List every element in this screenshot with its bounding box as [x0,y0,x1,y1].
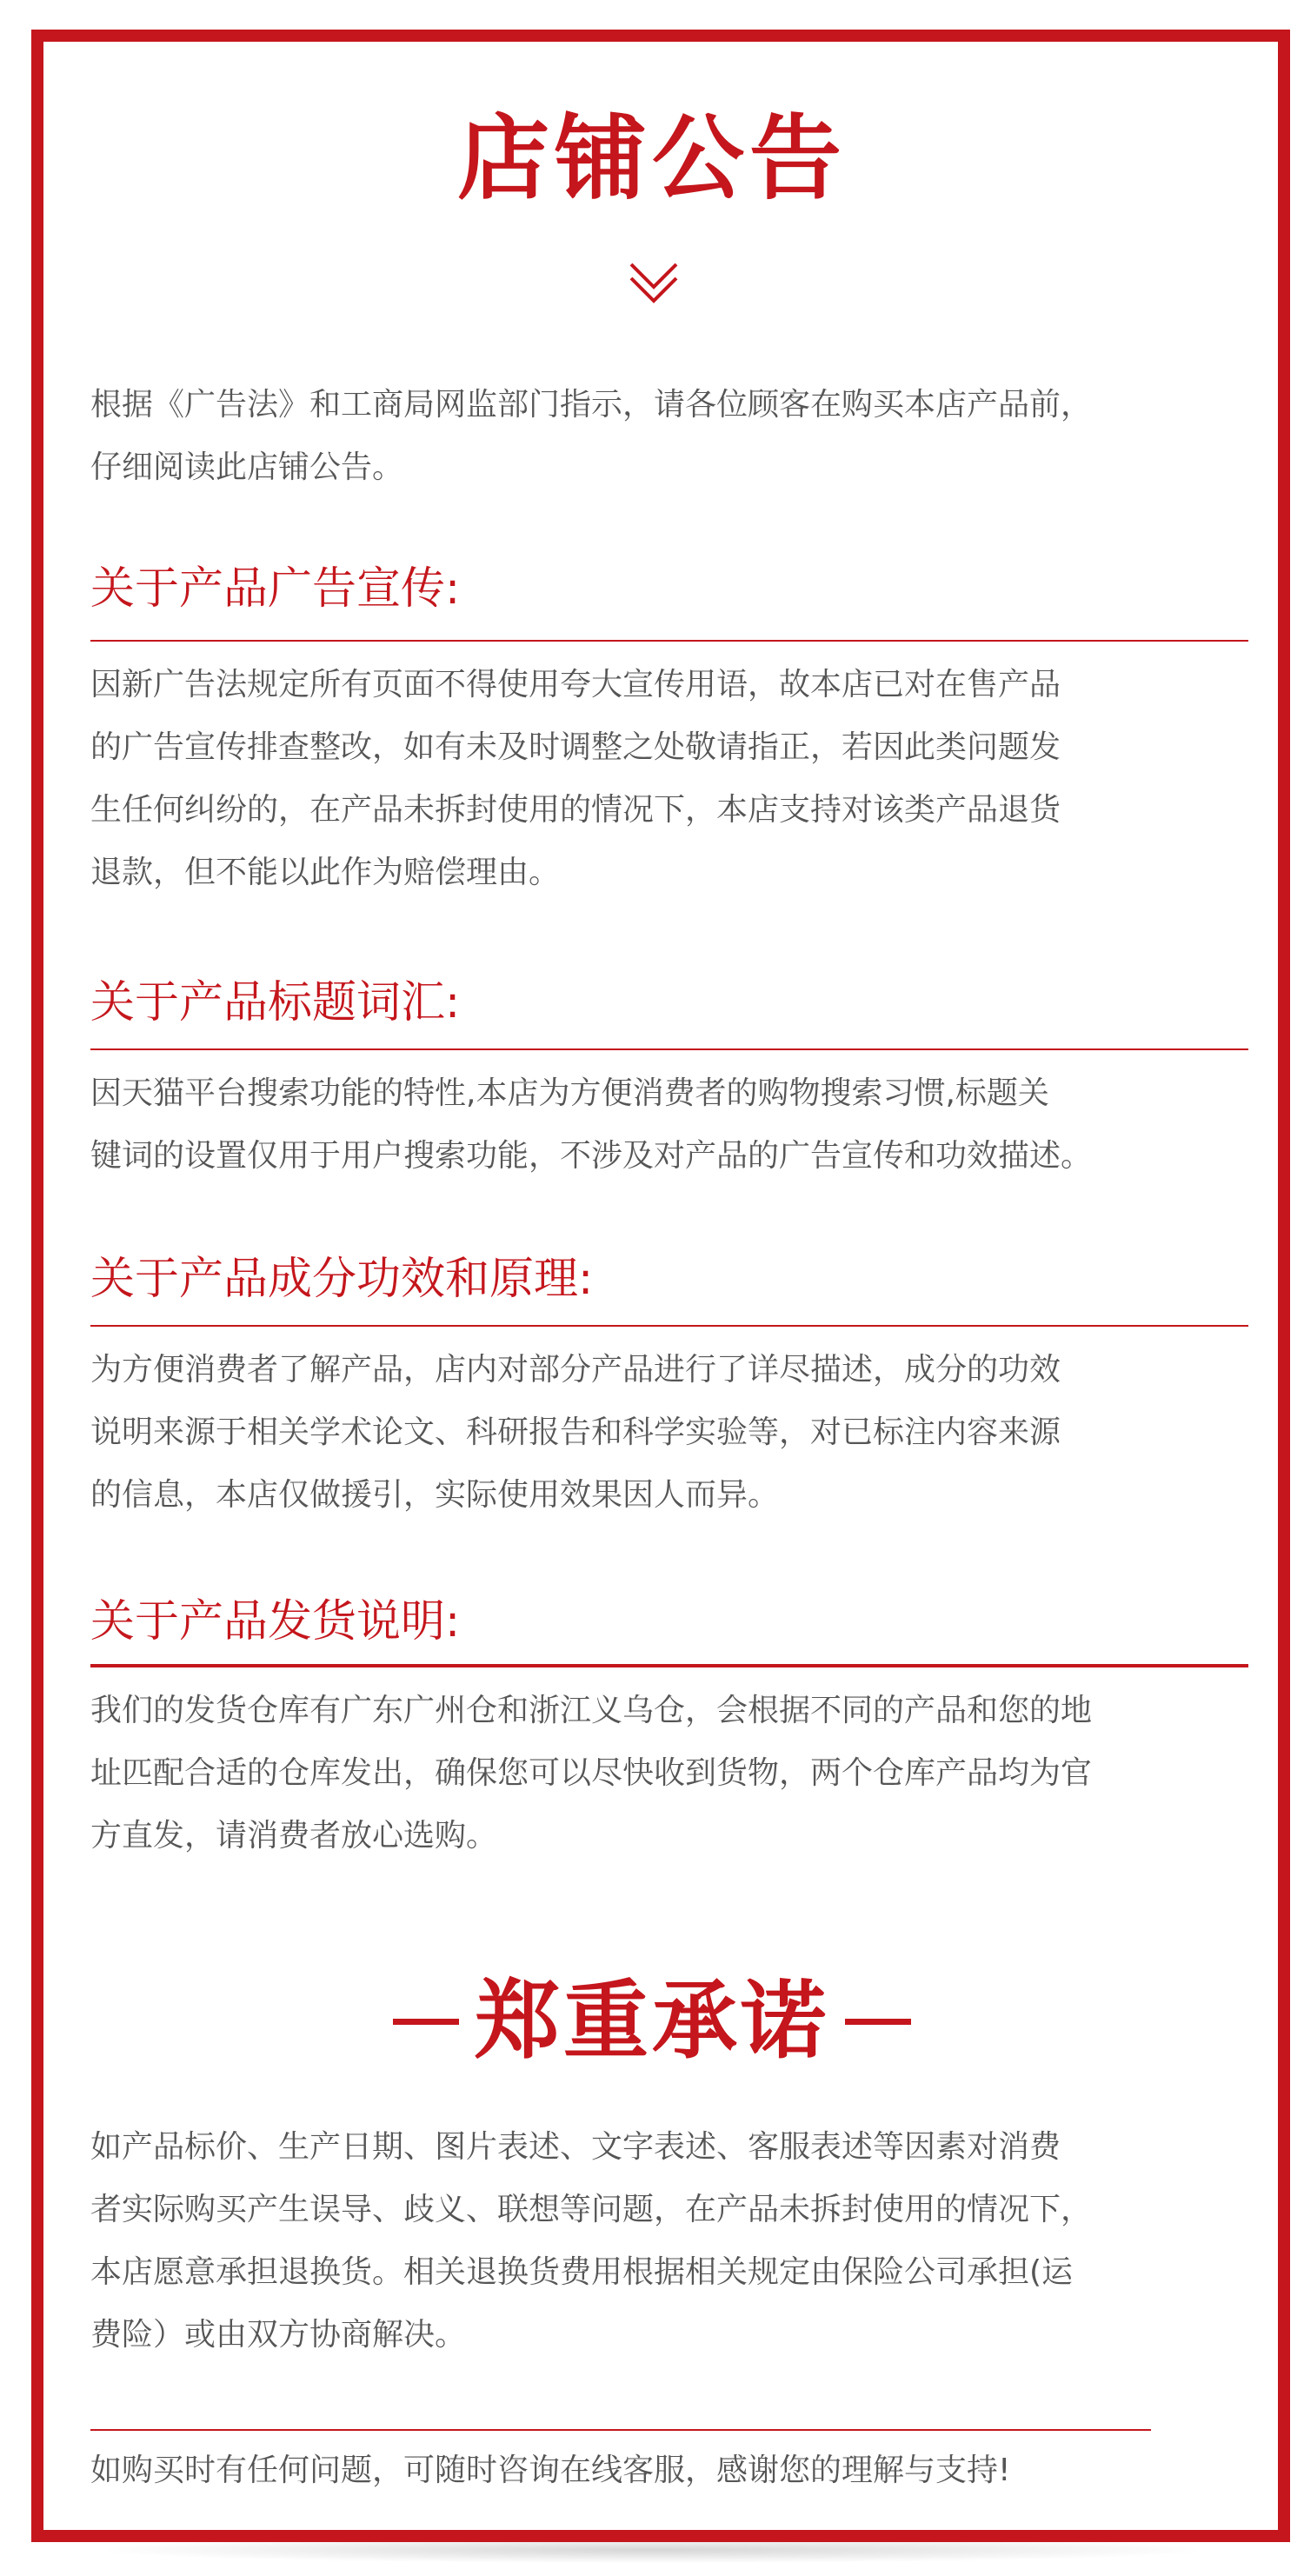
page-title: 店铺公告 [457,105,847,212]
section-divider [90,1048,1248,1050]
section-heading-advertising: 关于产品广告宣传: [90,563,461,615]
promise-heading [0,1974,1304,2069]
section-heading-shipping: 关于产品发货说明: [90,1596,461,1647]
section-body-shipping: 我们的发货仓库有广东广州仓和浙江义乌仓，会根据不同的产品和您的地 址匹配合适的仓库发出，确保您可以尽快收到货物，两个仓库产品均为官 方直发，请消费者放心选购。 [90,1693,1093,1854]
promise-title: 郑重承诺 [474,1972,829,2071]
footer-divider [90,2429,1151,2431]
intro-text: 根据《广告法》和工商局网监部门指示，请各位顾客在购买本店产品前， 仔细阅读此店铺公告。 [90,387,1093,485]
section-divider [90,640,1248,642]
promise-body: 如产品标价、生产日期、图片表述、文字表述、客服表述等因素对消费 者实际购买产生误导、歧义、联想等问题，在产品未拆封使用的情况下， 本店愿意承担退换货。相关退换货费用根据相关规定由保险公司承担(运 费险）或由双方协商解决。 [90,2129,1093,2353]
footer-text: 如购买时有任何问题，可随时咨询在线客服，感谢您的理解与支持! [90,2453,1011,2488]
promise-dash-left [393,2019,459,2025]
section-body-title-keywords: 因天猫平台搜索功能的特性,本店为方便消费者的购物搜索习惯,标题关 键词的设置仅用于用户搜索功能，不涉及对产品的广告宣传和功效描述。 [90,1075,1093,1174]
double-chevron-down-icon [628,259,680,311]
section-body-advertising: 因新广告法规定所有页面不得使用夸大宣传用语，故本店已对在售产品 的广告宣传排查整改，如有未及时调整之处敬请指正，若因此类问题发 生任何纠纷的，在产品未拆封使用的情况下，本店支持对该类产品退货 退款，但不能以此作为赔偿理由。 [90,667,1061,890]
promise-dash-right [845,2019,911,2025]
section-divider [90,1664,1248,1667]
section-divider [90,1325,1248,1327]
section-body-ingredients: 为方便消费者了解产品，店内对部分产品进行了详尽描述，成分的功效 说明来源于相关学术论文、科研报告和科学实验等，对已标注内容来源 的信息，本店仅做援引，实际使用效果因人而异。 [90,1352,1061,1513]
section-heading-title-keywords: 关于产品标题词汇: [90,977,461,1028]
section-heading-ingredients: 关于产品成分功效和原理: [90,1254,594,1305]
